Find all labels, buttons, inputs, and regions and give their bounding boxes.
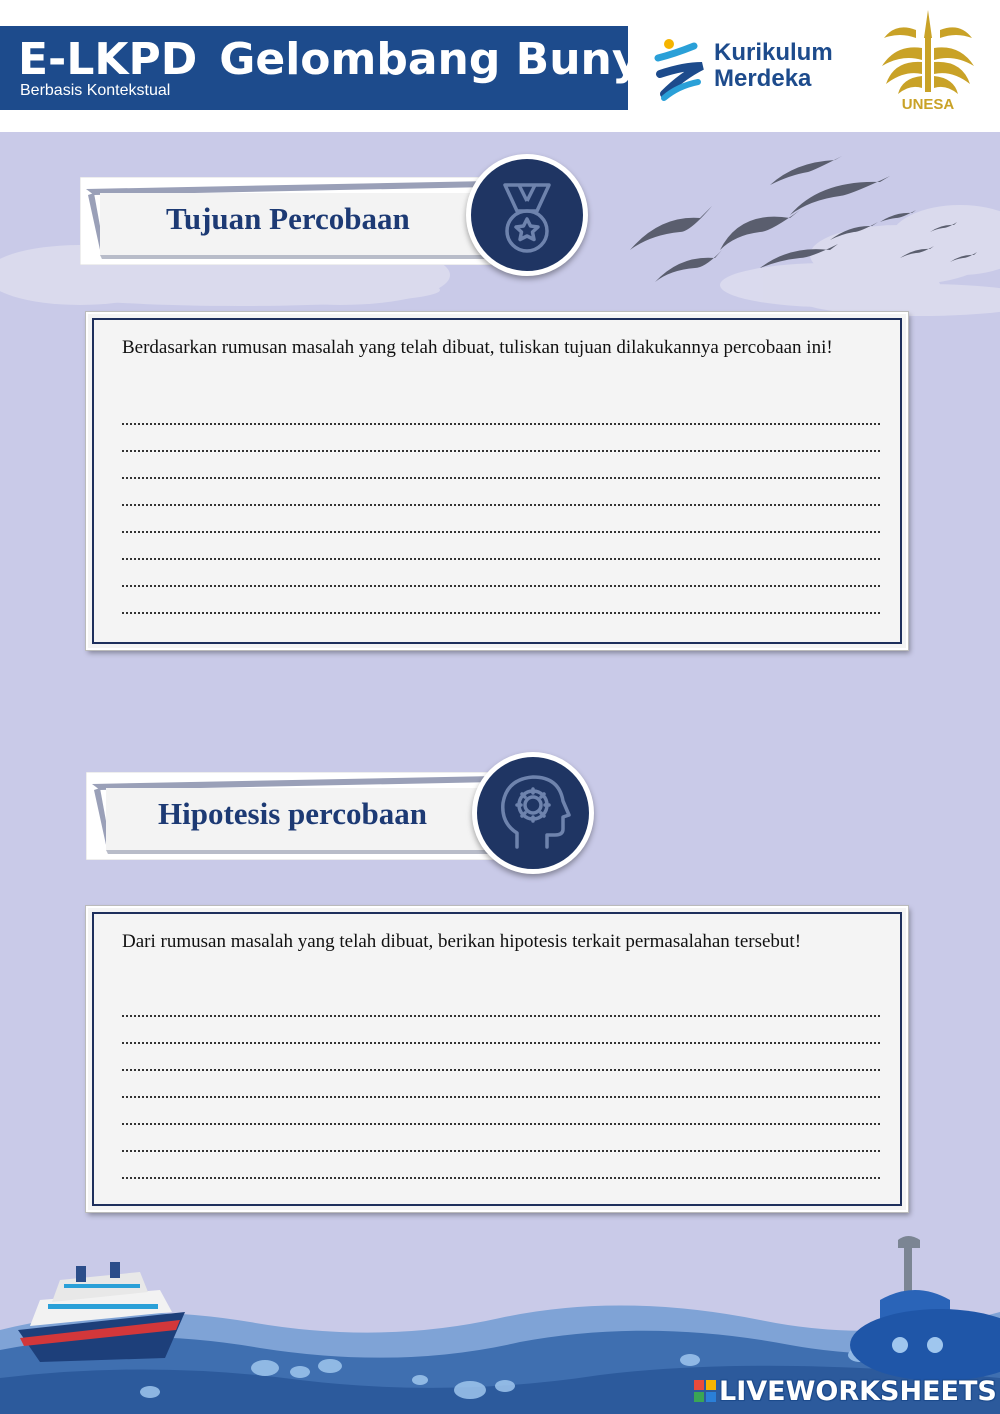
kurikulum-label: Kurikulum <box>714 39 833 66</box>
title-prefix: E-LKPD <box>18 34 198 85</box>
section-1-card <box>86 312 908 650</box>
answer-line[interactable] <box>122 990 880 1017</box>
answer-line[interactable] <box>122 1017 880 1044</box>
answer-line[interactable] <box>122 506 880 533</box>
answer-line[interactable] <box>122 398 880 425</box>
answer-line[interactable] <box>122 1044 880 1071</box>
medal-icon <box>466 154 588 276</box>
section-2-heading: Hipotesis percobaan <box>158 796 427 831</box>
merdeka-label: Merdeka <box>714 65 812 92</box>
unesa-label: UNESA <box>901 96 955 113</box>
section-2-heading-tab <box>86 772 506 860</box>
kurikulum-merdeka-text <box>714 40 833 92</box>
answer-line[interactable] <box>122 560 880 587</box>
section-1-answer-area[interactable] <box>122 398 880 614</box>
head-gear-icon <box>472 752 594 874</box>
answer-line[interactable] <box>122 587 880 614</box>
head-gear-symbol <box>477 757 589 869</box>
liveworksheets-watermark <box>694 1376 997 1407</box>
section-2-answer-area[interactable] <box>122 990 880 1179</box>
title-bar <box>0 26 656 110</box>
section-1-heading: Tujuan Percobaan <box>166 201 410 236</box>
medal-symbol <box>471 159 583 271</box>
answer-line[interactable] <box>122 452 880 479</box>
watermark-text: LIVEWORKSHEETS <box>719 1376 997 1407</box>
liveworksheets-logo-icon <box>694 1380 716 1402</box>
answer-line[interactable] <box>122 533 880 560</box>
unesa-emblem-icon <box>876 8 980 100</box>
answer-line[interactable] <box>122 425 880 452</box>
section-2-card <box>86 906 908 1212</box>
page-subtitle: Berbasis Kontekstual <box>20 82 171 99</box>
kurikulum-swoosh-icon <box>654 36 710 106</box>
section-2-prompt: Dari rumusan masalah yang telah dibuat, berikan hipotesis terkait permasalahan tersebut! <box>122 931 802 952</box>
unesa-logo <box>876 8 980 118</box>
answer-line[interactable] <box>122 1071 880 1098</box>
answer-line[interactable] <box>122 1152 880 1179</box>
answer-line[interactable] <box>122 1125 880 1152</box>
kurikulum-merdeka-logo <box>654 36 854 106</box>
submarine <box>850 1236 1000 1381</box>
answer-line[interactable] <box>122 1098 880 1125</box>
answer-line[interactable] <box>122 479 880 506</box>
section-1-prompt: Berdasarkan rumusan masalah yang telah dibuat, tuliskan tujuan dilakukannya percobaan ini! <box>122 337 833 358</box>
page-header <box>0 0 1000 132</box>
title-topic: Gelombang Bunyi <box>219 34 656 85</box>
page-title <box>18 34 656 86</box>
section-1-heading-tab <box>80 177 500 265</box>
cruise-ship <box>18 1262 185 1362</box>
